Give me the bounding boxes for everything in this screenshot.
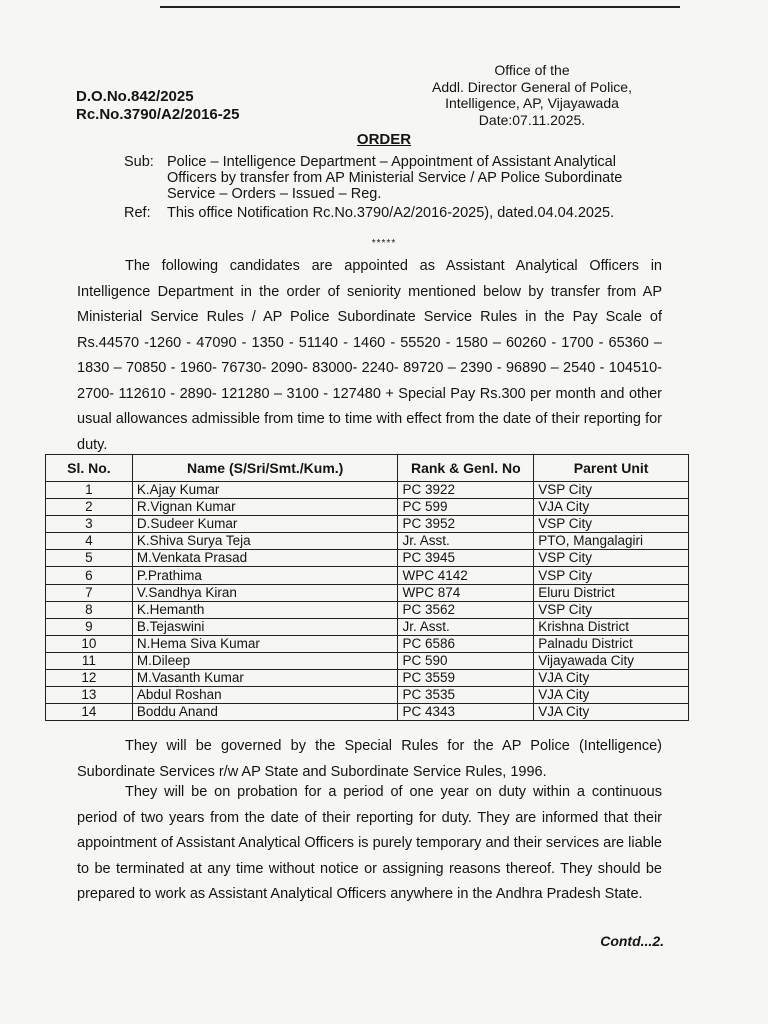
subject-text: Police – Intelligence Department – Appointment of Assistant Analytical Officers by transfer from AP Ministerial Service / AP Police Subordinate Service – Orders – Issued – Reg. (167, 154, 623, 202)
name-cell: M.Dileep (132, 652, 398, 669)
header-parent-unit: Parent Unit (534, 455, 689, 482)
rank-cell: Jr. Asst. (398, 533, 534, 550)
sl-no-cell: 1 (46, 482, 133, 499)
unit-cell: VJA City (534, 670, 689, 687)
office-line-3: Intelligence, AP, Vijayawada (445, 95, 619, 111)
office-address (412, 62, 652, 128)
paragraph-special-rules: They will be governed by the Special Rules for the AP Police (Intelligence) Subordinate Services r/w AP State and Subordinate Service Rules, 1996. (77, 738, 662, 780)
reference-label: Ref: (124, 205, 151, 221)
sl-no-cell: 2 (46, 499, 133, 516)
table-row (46, 704, 689, 721)
sl-no-cell: 14 (46, 704, 133, 721)
continued-marker: Contd...2. (600, 933, 664, 949)
sl-no-cell: 7 (46, 584, 133, 601)
sl-no-cell: 5 (46, 550, 133, 567)
unit-cell: VSP City (534, 516, 689, 533)
table-row (46, 670, 689, 687)
office-line-1: Office of the (494, 62, 570, 78)
rc-number: Rc.No.3790/A2/2016-25 (76, 106, 240, 123)
rank-cell: PC 3559 (398, 670, 534, 687)
name-cell: K.Ajay Kumar (132, 482, 398, 499)
table-row (46, 601, 689, 618)
name-cell: Boddu Anand (132, 704, 398, 721)
table-row (46, 687, 689, 704)
rank-cell: PC 3562 (398, 601, 534, 618)
sl-no-cell: 13 (46, 687, 133, 704)
name-cell: Abdul Roshan (132, 687, 398, 704)
unit-cell: VSP City (534, 567, 689, 584)
sl-no-cell: 4 (46, 533, 133, 550)
table-header-row (46, 455, 689, 482)
unit-cell: Eluru District (534, 584, 689, 601)
sl-no-cell: 3 (46, 516, 133, 533)
sl-no-cell: 8 (46, 601, 133, 618)
unit-cell: VJA City (534, 499, 689, 516)
top-rule (160, 6, 680, 8)
header-name: Name (S/Sri/Smt./Kum.) (132, 455, 398, 482)
order-title: ORDER (356, 131, 412, 148)
order-heading (0, 131, 768, 148)
unit-cell: Krishna District (534, 618, 689, 635)
subject-label: Sub: (124, 154, 154, 170)
rank-cell: Jr. Asst. (398, 618, 534, 635)
name-cell: B.Tejaswini (132, 618, 398, 635)
table-row (46, 635, 689, 652)
paragraph-appointment: The following candidates are appointed as Assistant Analytical Officers in Intelligence Department in the order of seniority mentioned below by transfer from AP Ministerial Service Rules / AP Police Subordinate Service Rules in the Pay Scale of Rs.44570 -1260 - 47090 - 1350 - 51140 - 1460 - 55520 - 1580 – 60260 - 1700 - 65360 – 1830 – 70850 - 1960- 76730- 2090- 83000- 2240- 89720 – 2390 - 96890 – 2540 - 104510- 2700- 112610 - 2890- 121280 – 3100 - 127480 + Special Pay Rs.300 per month and other usual allowances admissible from time to time with effect from the date of their reporting for duty. (77, 258, 662, 453)
table-row (46, 618, 689, 635)
rank-cell: PC 599 (398, 499, 534, 516)
rank-cell: PC 3945 (398, 550, 534, 567)
rank-cell: PC 4343 (398, 704, 534, 721)
unit-cell: VSP City (534, 550, 689, 567)
rank-cell: PC 3535 (398, 687, 534, 704)
reference-text: This office Notification Rc.No.3790/A2/2016-2025), dated.04.04.2025. (167, 205, 615, 221)
header-rank: Rank & Genl. No (398, 455, 534, 482)
sl-no-cell: 6 (46, 567, 133, 584)
rank-cell: PC 3952 (398, 516, 534, 533)
candidates-table (45, 454, 689, 721)
table-row (46, 584, 689, 601)
separator-stars: ***** (371, 238, 397, 249)
office-line-2: Addl. Director General of Police, (432, 78, 632, 95)
table-row (46, 516, 689, 533)
rank-cell: WPC 874 (398, 584, 534, 601)
table-row (46, 533, 689, 550)
header-sl-no: Sl. No. (46, 455, 133, 482)
sl-no-cell: 10 (46, 635, 133, 652)
name-cell: K.Hemanth (132, 601, 398, 618)
unit-cell: VSP City (534, 482, 689, 499)
order-date: Date:07.11.2025. (478, 111, 586, 128)
name-cell: N.Hema Siva Kumar (132, 635, 398, 652)
table-row (46, 482, 689, 499)
rank-cell: PC 590 (398, 652, 534, 669)
unit-cell: VJA City (534, 704, 689, 721)
reference-numbers (76, 88, 239, 124)
sl-no-cell: 11 (46, 652, 133, 669)
name-cell: K.Shiva Surya Teja (132, 533, 398, 550)
sl-no-cell: 12 (46, 670, 133, 687)
paragraph-probation: They will be on probation for a period of one year on duty within a continuous period of two years from the date of their reporting for duty. They are informed that their appointment of Assistant Analytical Officers is purely temporary and their services are liable to be terminated at any time without notice or assigning reasons thereof. They should be prepared to work as Assistant Analytical Officers anywhere in the Andhra Pradesh State. (77, 784, 662, 902)
table-row (46, 652, 689, 669)
name-cell: R.Vignan Kumar (132, 499, 398, 516)
name-cell: V.Sandhya Kiran (132, 584, 398, 601)
unit-cell: Vijayawada City (534, 652, 689, 669)
sl-no-cell: 9 (46, 618, 133, 635)
unit-cell: Palnadu District (534, 635, 689, 652)
table-body (46, 482, 689, 721)
table-row (46, 499, 689, 516)
name-cell: P.Prathima (132, 567, 398, 584)
unit-cell: PTO, Mangalagiri (534, 533, 689, 550)
rank-cell: WPC 4142 (398, 567, 534, 584)
unit-cell: VJA City (534, 687, 689, 704)
rank-cell: PC 6586 (398, 635, 534, 652)
name-cell: M.Venkata Prasad (132, 550, 398, 567)
table-row (46, 567, 689, 584)
name-cell: M.Vasanth Kumar (132, 670, 398, 687)
do-number: D.O.No.842/2025 (76, 88, 194, 105)
unit-cell: VSP City (534, 601, 689, 618)
name-cell: D.Sudeer Kumar (132, 516, 398, 533)
rank-cell: PC 3922 (398, 482, 534, 499)
table-row (46, 550, 689, 567)
